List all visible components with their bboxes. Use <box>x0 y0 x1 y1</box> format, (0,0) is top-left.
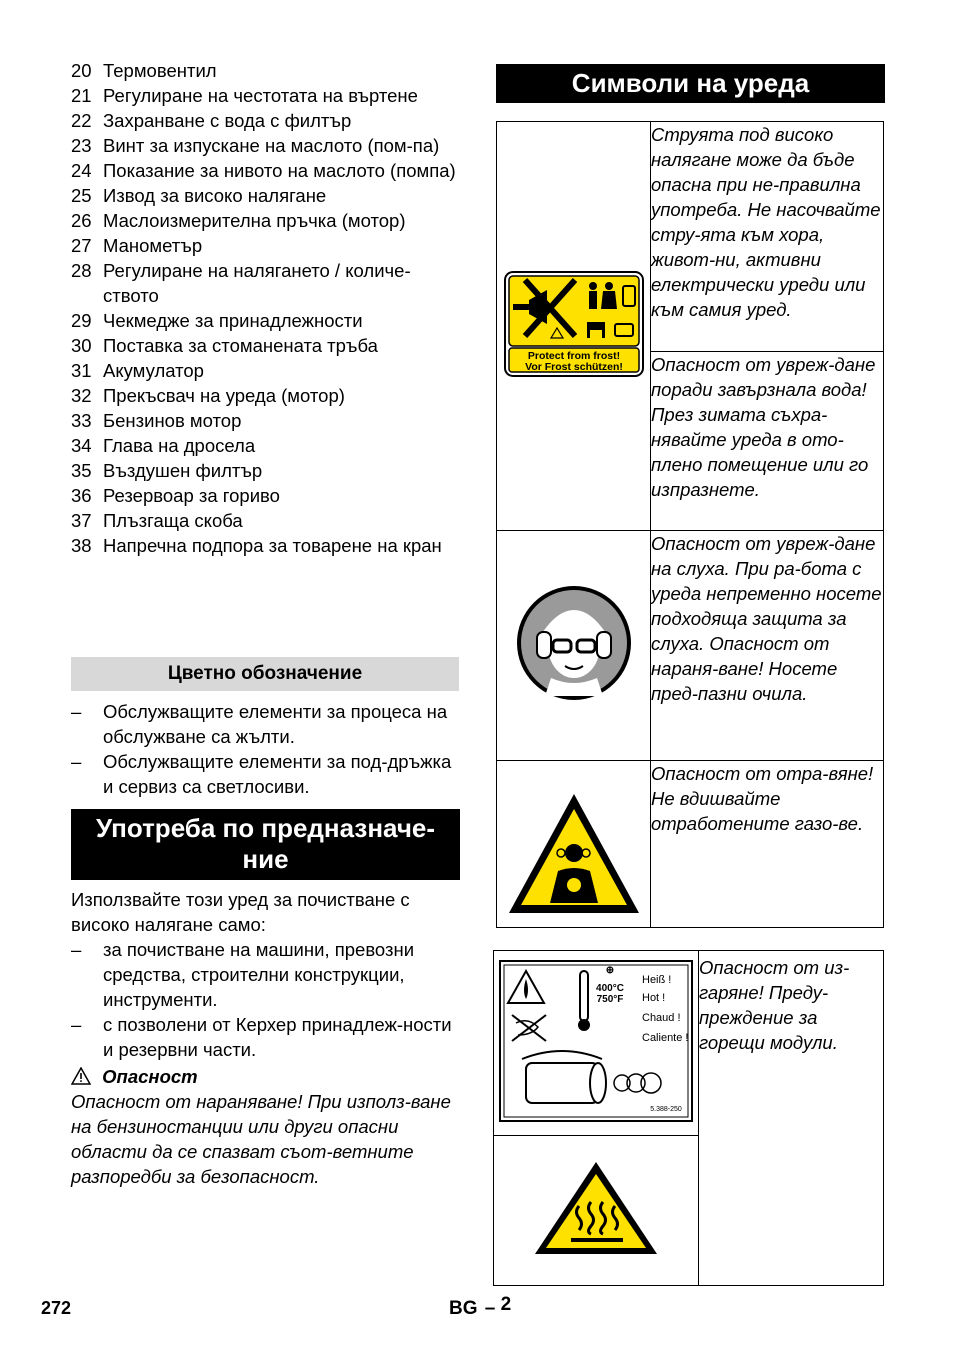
item-number: 36 <box>71 485 92 506</box>
legend-list <box>71 58 461 558</box>
item-number: 24 <box>71 160 92 181</box>
list-item <box>71 333 461 358</box>
list-item <box>71 308 461 333</box>
symbol-description: Опасност от увреж-дане на слуха. При ра-бота с уреда непременно носете подходяща защита за слуха. Опасност от нараня-ване! Носете пред-пазни очила. <box>651 531 884 761</box>
item-text: Извод за високо налягане <box>103 185 327 206</box>
danger-text: Опасност от нараняване! При използ-ване на бензиностанции или други опасни области да се спазват съот-ветните разпоредби за безопасност. <box>71 1091 451 1187</box>
list-item <box>71 408 461 433</box>
symbol-cell <box>497 531 651 761</box>
item-text: Чекмедже за принадлежности <box>103 310 363 331</box>
list-item <box>71 58 461 83</box>
item-text: Маслоизмерителна пръчка (мотор) <box>103 210 406 231</box>
symbols-heading: Символи на уреда <box>496 64 885 103</box>
item-text: Въздушен филтър <box>103 460 263 481</box>
sticker-text: 750°F <box>596 993 624 1005</box>
item-number: 23 <box>71 135 92 156</box>
usage-heading: Употреба по предназначе- ние <box>71 809 460 880</box>
item-number: 33 <box>71 410 92 431</box>
item-text: Глава на дросела <box>103 435 256 456</box>
symbol-cell <box>494 951 699 1136</box>
item-number: 25 <box>71 185 92 206</box>
item-number: 35 <box>71 460 92 481</box>
list-item <box>71 358 461 383</box>
toxic-fumes-warning-icon <box>506 791 642 917</box>
item-text: Прекъсвач на уреда (мотор) <box>103 385 345 406</box>
item-text: Показание за нивото на маслото (помпа) <box>103 160 456 181</box>
sticker-text: Vor Frost schützen! <box>524 360 623 373</box>
list-item: – Обслужващите елементи за под-дръжка и сервиз са светлосиви. <box>71 751 452 797</box>
svg-text:⊕: ⊕ <box>605 964 615 976</box>
item-number: 20 <box>71 60 92 81</box>
no-spray-at-people-sticker <box>503 270 645 378</box>
list-item <box>71 183 461 208</box>
item-text: Плъзгаща скоба <box>103 510 243 531</box>
item-text: Манометър <box>103 235 203 256</box>
list-item <box>71 483 461 508</box>
item-number: 28 <box>71 260 92 281</box>
item-number: 37 <box>71 510 92 531</box>
color-list <box>71 699 461 799</box>
sticker-text: 5.388-250 <box>650 1105 682 1113</box>
list-item <box>71 383 461 408</box>
sticker-text: Caliente ! <box>642 1031 689 1044</box>
item-number: 30 <box>71 335 92 356</box>
page-number: 272 <box>41 1298 72 1318</box>
item-text: Винт за изпускане на маслото (пом-па) <box>103 135 440 156</box>
symbol-description: Опасност от из-гаряне! Преду-преждение за горещи модули. <box>699 951 884 1286</box>
sticker-text: Chaud ! <box>642 1011 681 1024</box>
item-number: 21 <box>71 85 92 106</box>
item-text: Термовентил <box>103 60 217 81</box>
item-text: Регулиране на честотата на въртене <box>103 85 418 106</box>
item-number: 29 <box>71 310 92 331</box>
color-section-heading: Цветно обозначение <box>71 657 459 691</box>
list-item <box>71 258 461 308</box>
list-item <box>71 83 461 108</box>
list-item <box>71 208 461 233</box>
danger-label-row: Опасност <box>71 1064 461 1089</box>
list-item: – за почистване на машини, превозни средства, строителни конструкции, инструменти. <box>71 939 415 1010</box>
symbols-table <box>496 121 884 928</box>
footer-label: BG – 2 <box>449 1294 512 1319</box>
list-item <box>71 458 461 483</box>
item-text: Напречна подпора за товарене на кран <box>103 535 442 556</box>
warning-icon <box>71 1067 91 1085</box>
item-text: Захранване с вода с филтър <box>103 110 352 131</box>
list-item <box>71 233 461 258</box>
usage-body <box>71 887 461 1189</box>
item-number: 22 <box>71 110 92 131</box>
list-item <box>71 433 461 458</box>
item-text: Регулиране на налягането / количе-ството <box>103 260 411 306</box>
item-text: Акумулатор <box>103 360 204 381</box>
symbol-cell <box>497 122 651 531</box>
symbol-cell <box>494 1136 699 1286</box>
hot-symbols-table <box>493 950 884 1286</box>
list-item <box>71 533 461 558</box>
symbol-description: Опасност от увреж-дане поради завързнала вода! През зимата съхра-нявайте уреда в ото-плено помещение или го изпразнете. <box>651 352 884 531</box>
hot-surface-sticker <box>498 959 694 1123</box>
item-number: 32 <box>71 385 92 406</box>
usage-intro: Използвайте този уред за почистване с високо налягане само: <box>71 889 410 935</box>
sticker-text: 400°C <box>596 982 624 994</box>
symbol-cell <box>497 761 651 928</box>
list-item <box>71 133 461 158</box>
symbol-description: Струята под високо налягане може да бъде опасна при не-правилна употреба. Не насочвайте стру-ята към хора, живот-ни, активни електрически уреди или към самия уред. <box>651 122 884 352</box>
item-number: 38 <box>71 535 92 556</box>
list-item: – Обслужващите елементи за процеса на обслужване са жълти. <box>71 701 448 747</box>
symbol-description: Опасност от отра-вяне! Не вдишвайте отработените газо-ве. <box>651 761 884 928</box>
item-text: Поставка за стоманената тръба <box>103 335 378 356</box>
item-number: 31 <box>71 360 92 381</box>
list-item <box>71 108 461 133</box>
list-item: – с позволени от Керхер принадлеж-ности и резервни части. <box>71 1014 452 1060</box>
item-number: 34 <box>71 435 92 456</box>
sticker-text: Heiß ! <box>642 973 672 986</box>
hot-surface-warning-icon <box>533 1160 659 1256</box>
sticker-text: Protect from frost! <box>527 349 620 362</box>
list-item <box>71 158 461 183</box>
item-number: 26 <box>71 210 92 231</box>
item-text: Бензинов мотор <box>103 410 242 431</box>
list-item <box>71 508 461 533</box>
item-text: Резервоар за гориво <box>103 485 280 506</box>
hearing-and-eye-protection-icon <box>515 584 633 702</box>
item-number: 27 <box>71 235 92 256</box>
sticker-text: Hot ! <box>642 991 666 1004</box>
